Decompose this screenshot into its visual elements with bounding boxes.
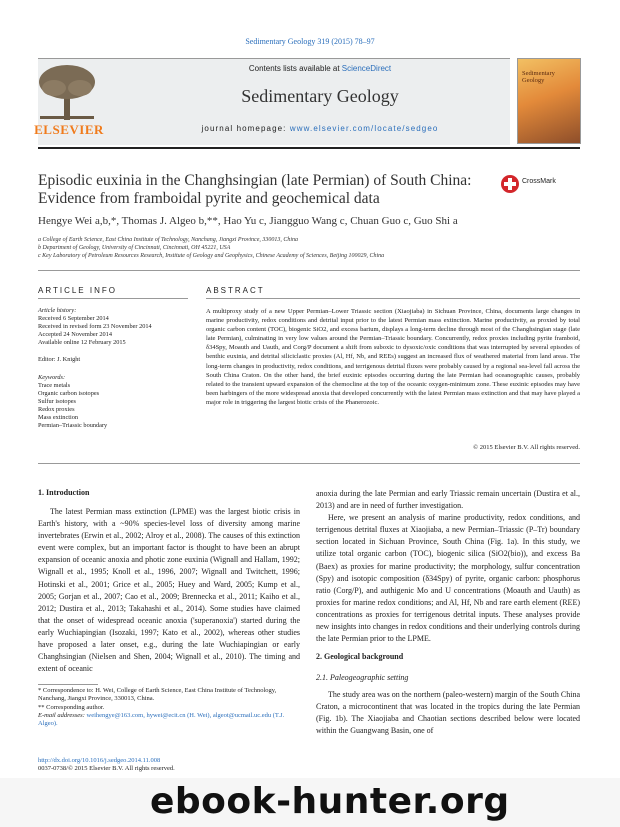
header-rule (38, 147, 580, 149)
keyword: Organic carbon isotopes (38, 390, 100, 397)
editor: Editor: J. Knight (38, 356, 81, 363)
history-label: Article history: (38, 307, 77, 314)
sciencedirect-link[interactable]: ScienceDirect (341, 64, 392, 73)
keyword: Permian–Triassic boundary (38, 422, 108, 429)
email-label: E-mail addresses: (38, 711, 85, 719)
homepage-link[interactable]: www.elsevier.com/locate/sedgeo (289, 124, 439, 133)
logo-ground (40, 116, 94, 119)
affiliation-rule (38, 270, 580, 271)
watermark-text: ebook-hunter.org (150, 781, 510, 822)
introduction-paragraph: The latest Permian mass extinction (LPME) was the largest biotic crisis in Earth's history, with a ~90% species-level loss of diversity among marine invertebrates (Erwin et al., 2002; Alroy et al., 2008). The causes of this extinction event were complex, but an important factor is thought to have been an abrupt expansion of oceanic anoxia and photic zone euxinia (Wignall and Hallam, 1992; Wignall et al., 1995; Knoll et al., 1996, 2007; Wignall and Twitchett, 1996; Hotinski et al., 2001; Grice et al., 2005; Huey and Ward, 2005; Kump et al., 2005; Gorjan et al., 2007; Cao et al., 2009; Brennecka et al., 2011; Kaiho et al., 2012; Dustira et al., 2013; Takahashi et al., 2014). Some studies have claimed that the onset of widespread oceanic anoxia ('superanoxia') started during the early Wuchiapingian (Isozaki, 1997; Kato et al., 2002), whereas other studies have proposed a later onset, e.g., during the late Wuchiapingian or early Changhsingian (Nielsen and Shen, 2004; Wignall et al., 2010). The timing and extent of oceanic (38, 507, 300, 674)
affiliation-c: c Key Laboratory of Petroleum Resources Research, Institute of Geology and Geophysics, Chinese Academy of Sciences, Beijing 100029, China (38, 253, 385, 259)
study-paragraph: Here, we present an analysis of marine productivity, redox conditions, and terrigenous detrital fluxes at Xiaojiaba, a new Permian–Triassic (P–Tr) boundary section located in Sichuan Province, South China (Fig. 1a). In this study, we utilize total organic carbon (TOC), biogenic silica (SiO2(bio)), and excess Ba (Baex) as proxies for marine productivity; the morphology, sulfur concentration (Spy) and isotopic composition (δ34Spy) of pyrite, organic carbon: phosphorus ratio (Corg/P), and authigenic Mo and U concentrations (Moauth and Uauth) as proxies for marine redox conditions; and Al, Hf, Nb and rare earth element (REE) concentrations as proxies for terrigenous detrital inputs. These analyses provide new insights into changes in redox conditions and their underlying controls during the late Permian prior to the LPME. (316, 513, 580, 644)
cover-title: Sedimentary Geology (522, 70, 555, 84)
keyword: Sulfur isotopes (38, 398, 76, 405)
right-column-body (316, 488, 580, 645)
author-list: Hengye Wei a,b,*, Thomas J. Algeo b,**, Hao Yu c, Jiangguo Wang c, Chuan Guo c, Guo Shi a (38, 215, 458, 227)
affiliation-b: b Department of Geology, University of Cincinnati, Cincinnati, OH 45221, USA (38, 245, 231, 251)
article-title: Episodic euxinia in the Changhsingian (late Permian) of South China: Evidence from framboidal pyrite and geochemical data (38, 172, 472, 207)
abstract-heading: ABSTRACT (206, 286, 265, 295)
abstract-text: A multiproxy study of a new Upper Permian–Lower Triassic section (Xiaojiaba) in Sichuan Province, China, documents large changes in marine productivity, redox conditions and detrital input prior to the latest Permian mass extinction. Marine productivity, as proxied by total organic carbon content (TOC), biogenic SiO2, and excess barium, displays a long-term decline through most of the Changhsingian stage (late late Permian), culminating in very low values around the Permian–Triassic boundary. Concurrently, redox proxies including pyrite framboid, δ34Spy, Moauth and Uauth, and Corg/P document a shift from suboxic to dysoxic/oxic conditions that was interrupted by several episodes of benthic euxinia, and detrital siliciclastic proxies (Al, Hf, Nb, and REEs) suggest an increased flux of weathered material from land areas. The long-term changes in productivity, redox conditions, and terrigenous detrital fluxes were probably caused by a regional sea-level fall across the South China Craton. On the other hand, the brief euxinic episodes occurring during the late Permian had oceanographic causes, probably related to the transient upward expansion of the chemocline at the top of the oceanic oxygen-minimum zone. These euxinic episodes may have been harbingers of the more widespread anoxia that developed concurrently with the latest Permian mass extinction and that may have played a major role in triggering the largest biotic crisis of the Phanerozoic. (206, 308, 580, 406)
geological-background-heading: 2. Geological background (316, 652, 404, 661)
footnote-rule (38, 684, 98, 685)
abstract-rule (206, 298, 580, 299)
doi-link[interactable]: http://dx.doi.org/10.1016/j.sedgeo.2014.11.008 (38, 757, 161, 764)
footnote-emails (38, 712, 300, 729)
paleogeographic-heading: 2.1. Paleogeographic setting (316, 673, 409, 682)
contents-line (160, 64, 480, 73)
crossmark-label[interactable]: CrossMark (522, 178, 556, 185)
abstract-copyright: © 2015 Elsevier B.V. All rights reserved. (473, 444, 580, 451)
article-info-heading: ARTICLE INFO (38, 286, 117, 295)
logo-canopy-right (68, 80, 92, 96)
keyword: Trace metals (38, 382, 71, 389)
keyword: Mass extinction (38, 414, 79, 421)
introduction-heading: 1. Introduction (38, 488, 90, 497)
continued-paragraph: anoxia during the late Permian and early Triassic remain uncertain (Dustira et al., 2013) and are in need of further investigation. (316, 489, 580, 511)
history-accepted: Accepted 24 November 2014 (38, 331, 112, 338)
crossmark-bar-h (504, 182, 516, 186)
paleogeographic-body (316, 689, 580, 737)
abstract-end-rule (38, 463, 580, 464)
homepage-prefix: journal homepage: (201, 124, 287, 133)
keyword: Redox proxies (38, 406, 75, 413)
introduction-body (38, 506, 300, 675)
history-revised: Received in revised form 23 November 2014 (38, 323, 152, 330)
footnotes (38, 687, 300, 728)
history-received: Received 6 September 2014 (38, 315, 109, 322)
history-online: Available online 12 February 2015 (38, 339, 126, 346)
issn-line: 0037-0738/© 2015 Elsevier B.V. All rights reserved. (38, 765, 175, 773)
footnote-corresponding-author: ** Corresponding author. (38, 703, 105, 711)
journal-reference[interactable]: Sedimentary Geology 319 (2015) 78–97 (245, 37, 375, 46)
keywords-label: Keywords: (38, 374, 66, 381)
elsevier-wordmark: ELSEVIER (34, 122, 104, 137)
paleogeographic-paragraph: The study area was on the northern (paleo-western) margin of the South China Craton, a microcontinent that was located in the tropics during the late Permian (Fig. 1b). The Xiaojiaba and Chaotian sections described below were located within the Guangwang Basin, one of (316, 690, 580, 736)
email-links[interactable]: weihengye@163.com, hywei@ecit.cn (H. Wei), algeot@ucmail.uc.edu (T.J. Algeo). (38, 711, 285, 728)
logo-canopy-left (42, 80, 66, 96)
article-info-rule (38, 298, 188, 299)
affiliation-a: a College of Earth Science, East China Institute of Technology, Nanchang, Jiangxi Province, 330013, China (38, 237, 299, 243)
footnote-correspondence: * Correspondence to: H. Wei, College of Earth Science, East China Institute of Technology, Nanchang, Jiangxi Province, 330013, China. (38, 687, 277, 703)
contents-prefix: Contents lists available at (248, 64, 340, 73)
doi-block (38, 757, 175, 774)
journal-name: Sedimentary Geology (241, 86, 399, 106)
journal-homepage (150, 124, 490, 133)
